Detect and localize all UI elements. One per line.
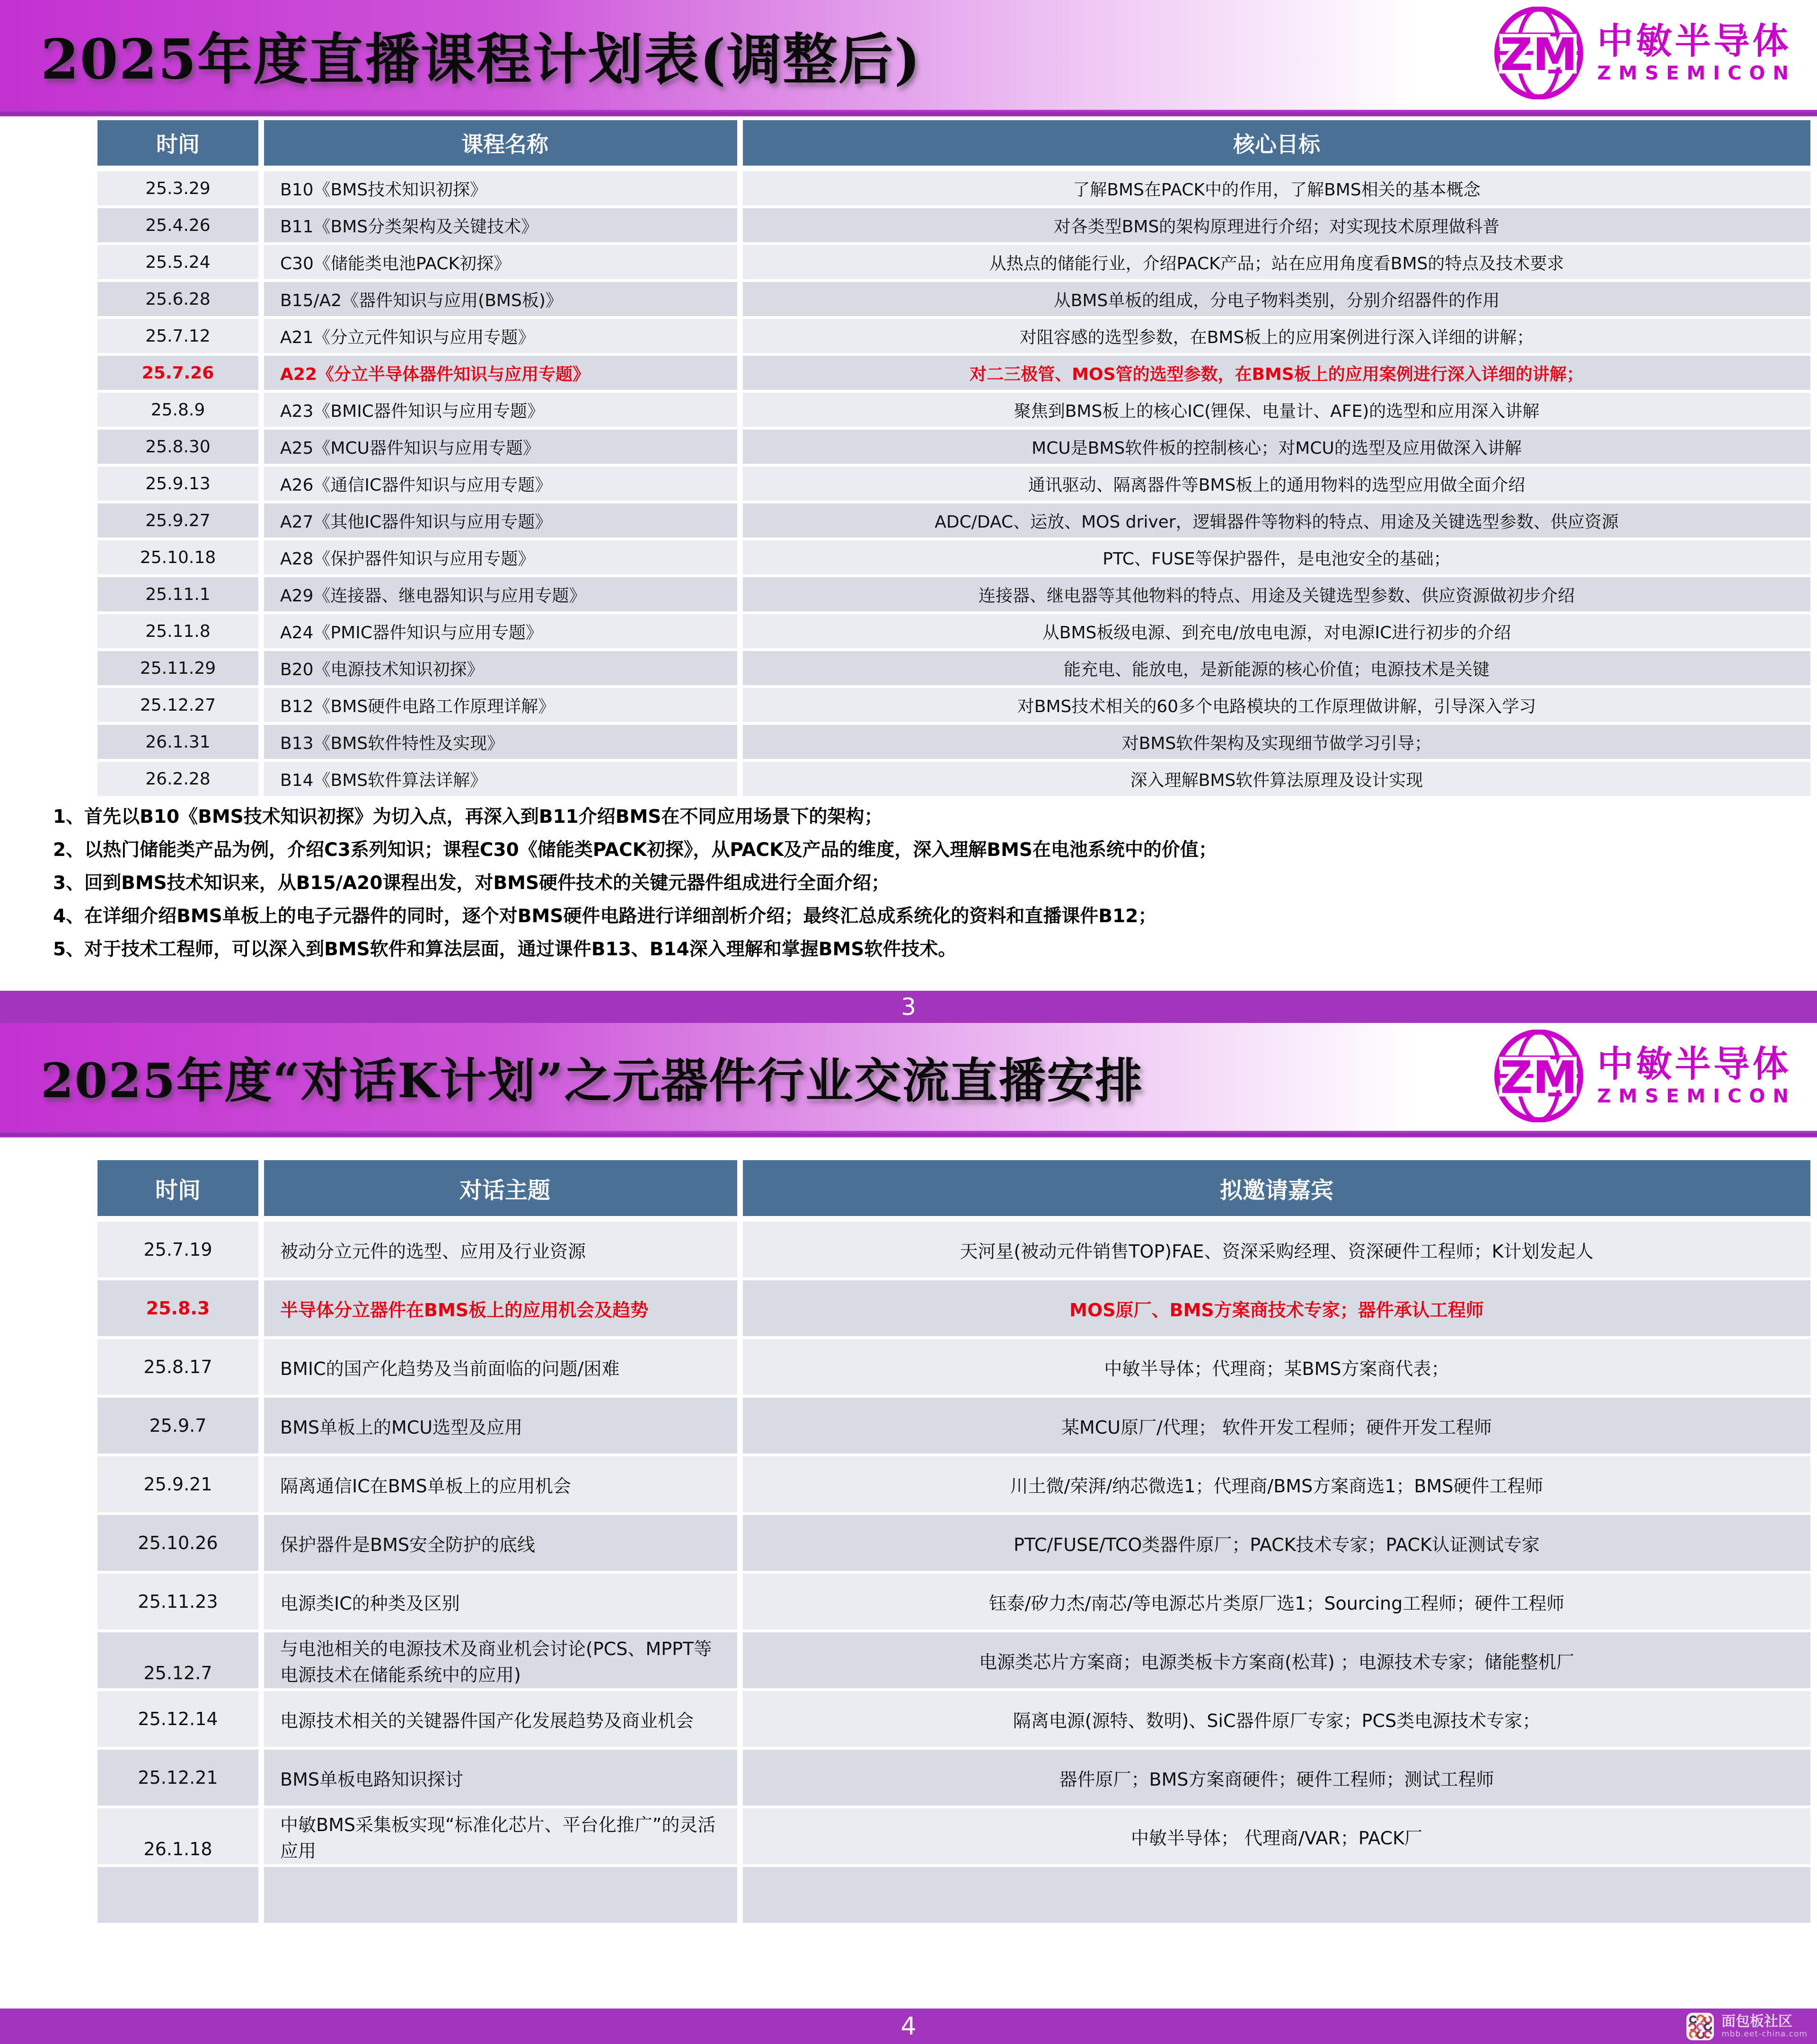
invited-guests-cell: 隔离电源(源特、数明)、SiC器件原厂专家；PCS类电源技术专家； [743,1691,1810,1747]
slide1-body [0,116,1817,991]
table-row [97,356,1810,390]
table-row [97,282,1810,316]
slide1-title: 2025年度直播课程计划表(调整后) [41,27,921,92]
note-line: 3、回到BMS技术知识来，从B15/A20课程出发，对BMS硬件技术的关键元器件组成进行全面介绍； [53,872,890,894]
slide1-page-number: 3 [901,993,916,1021]
table-row [97,540,1810,574]
dialog-plan-table [97,1160,1810,1923]
date-cell: 25.4.26 [97,208,258,242]
core-goal-cell: 连接器、继电器等其他物料的特点、用途及关键选型参数、供应资源做初步介绍 [743,577,1810,611]
table-row [97,614,1810,648]
slide1-page-bar [0,991,1817,1023]
dialog-topic-cell: BMS单板上的MCU选型及应用 [264,1398,737,1454]
table-row [97,1280,1810,1336]
core-goal-cell: 从BMS板级电源、到充电/放电电源，对电源IC进行初步的介绍 [743,614,1810,648]
date-cell: 25.9.13 [97,467,258,501]
course-name-cell: B14《BMS软件算法详解》 [264,762,737,796]
date-cell: 25.12.7 [97,1632,258,1688]
course-name-cell: A23《BMIC器件知识与应用专题》 [264,393,737,427]
note-line: 1、首先以B10《BMS技术知识初探》为切入点，再深入到B11介绍BMS在不同应用场景下的架构； [53,806,883,828]
invited-guests-cell: 电源类芯片方案商；电源类板卡方案商(松茸) ；电源技术专家；储能整机厂 [743,1632,1810,1688]
date-cell: 25.11.29 [97,651,258,685]
dialog-topic-cell: 被动分立元件的选型、应用及行业资源 [264,1222,737,1278]
core-goal-cell: 对二三极管、MOS管的选型参数，在BMS板上的应用案例进行深入详细的讲解； [743,356,1810,390]
slide2-body [0,1137,1817,2009]
core-goal-cell: 聚焦到BMS板上的核心IC(锂保、电量计、AFE)的选型和应用深入讲解 [743,393,1810,427]
core-goal-cell: 对BMS软件架构及实现细节做学习引导； [743,725,1810,759]
table-row [97,1515,1810,1571]
table-row [97,208,1810,242]
dialog-topic-cell: 半导体分立器件在BMS板上的应用机会及趋势 [264,1280,737,1336]
date-cell: 25.9.21 [97,1456,258,1512]
invited-guests-cell: 川土微/荣湃/纳芯微选1；代理商/BMS方案商选1；BMS硬件工程师 [743,1456,1810,1512]
course-schedule-table [97,120,1810,796]
note-line: 2、以热门储能类产品为例，介绍C3系列知识；课程C30《储能类PACK初探》，从PACK及产品的维度，深入理解BMS在电池系统中的价值； [53,839,1217,861]
table-row [97,393,1810,427]
dialog-topic-cell: BMIC的国产化趋势及当前面临的问题/困难 [264,1339,737,1395]
invited-guests-cell: 中敏半导体；代理商；某BMS方案商代表； [743,1339,1810,1395]
core-goal-cell: 从BMS单板的组成，分电子物料类别，分别介绍器件的作用 [743,282,1810,316]
banner-divider [0,110,1817,116]
date-cell: 25.11.8 [97,614,258,648]
dialog-topic-cell: 与电池相关的电源技术及商业机会讨论(PCS、MPPT等电源技术在储能系统中的应用) [264,1632,737,1688]
date-cell: 25.9.27 [97,503,258,537]
table-row [97,1691,1810,1747]
invited-guests-cell: PTC/FUSE/TCO类器件原厂；PACK技术专家；PACK认证测试专家 [743,1515,1810,1571]
column-header: 课程名称 [264,120,737,166]
date-cell: 25.7.19 [97,1222,258,1278]
date-cell: 26.1.31 [97,725,258,759]
table-row [97,319,1810,353]
brand-name-en: ZMSEMICON [1597,62,1796,84]
core-goal-cell: 通讯驱动、隔离器件等BMS板上的通用物料的选型应用做全面介绍 [743,467,1810,501]
table-header-row [97,1160,1810,1216]
date-cell: 25.10.26 [97,1515,258,1571]
core-goal-cell: ADC/DAC、运放、MOS driver，逻辑器件等物料的特点、用途及关键选型参数、供应资源 [743,503,1810,537]
dialog-topic-cell: 中敏BMS采集板实现“标准化芯片、平台化推广”的灵活应用 [264,1808,737,1864]
table-row [97,1632,1810,1688]
invited-guests-cell: 某MCU原厂/代理； 软件开发工程师；硬件开发工程师 [743,1398,1810,1454]
course-name-cell: B15/A2《器件知识与应用(BMS板)》 [264,282,737,316]
table-row [97,1456,1810,1512]
brand-name-en: ZMSEMICON [1597,1085,1796,1107]
course-name-cell: A28《保护器件知识与应用专题》 [264,540,737,574]
course-name-cell: A21《分立元件知识与应用专题》 [264,319,737,353]
table-row [97,762,1810,796]
core-goal-cell: 从热点的储能行业，介绍PACK产品；站在应用角度看BMS的特点及技术要求 [743,245,1810,279]
dialog-topic-cell: 保护器件是BMS安全防护的底线 [264,1515,737,1571]
course-name-cell: B11《BMS分类架构及关键技术》 [264,208,737,242]
banner-divider-2 [0,1131,1817,1137]
slide2-title: 2025年度“对话K计划”之元器件行业交流直播安排 [41,1053,1144,1109]
watermark-url: mbb.eet-china.com [1721,2029,1808,2039]
column-header: 时间 [97,1160,258,1216]
column-header: 拟邀请嘉宾 [743,1160,1810,1216]
dialog-topic-cell: 隔离通信IC在BMS单板上的应用机会 [264,1456,737,1512]
invited-guests-cell [743,1867,1810,1923]
date-cell: 25.12.27 [97,688,258,722]
course-name-cell: B12《BMS硬件电路工作原理详解》 [264,688,737,722]
table-row [97,651,1810,685]
core-goal-cell: 对BMS技术相关的60多个电路模块的工作原理做讲解，引导深入学习 [743,688,1810,722]
watermark [1685,2012,1808,2041]
note-line: 5、对于技术工程师，可以深入到BMS软件和算法层面，通过课件B13、B14深入理解和掌握BMS软件技术。 [53,939,957,960]
course-name-cell: B13《BMS软件特性及实现》 [264,725,737,759]
note-line: 4、在详细介绍BMS单板上的电子元器件的同时，逐个对BMS硬件电路进行详细剖析介绍；最终汇总成系统化的资料和直播课件B12； [53,906,1157,927]
dialog-topic-cell [264,1867,737,1923]
date-cell: 25.10.18 [97,540,258,574]
column-header: 时间 [97,120,258,166]
date-cell: 25.11.1 [97,577,258,611]
table-row [97,171,1810,205]
table-row [97,1750,1810,1806]
table-row [97,577,1810,611]
dialog-topic-cell: 电源技术相关的关键器件国产化发展趋势及商业机会 [264,1691,737,1747]
table-row [97,1222,1810,1278]
date-cell: 25.12.14 [97,1691,258,1747]
course-name-cell: B20《电源技术知识初探》 [264,651,737,685]
date-cell: 25.3.29 [97,171,258,205]
invited-guests-cell: 钰泰/矽力杰/南芯/等电源芯片类原厂选1；Sourcing工程师；硬件工程师 [743,1574,1810,1630]
table-row [97,1574,1810,1630]
course-name-cell: A22《分立半导体器件知识与应用专题》 [264,356,737,390]
dialog-topic-cell: 电源类IC的种类及区别 [264,1574,737,1630]
core-goal-cell: 能充电、能放电，是新能源的核心价值；电源技术是关键 [743,651,1810,685]
globe-zm-icon [1492,7,1585,99]
course-plan-notes [53,806,1789,960]
table-row [97,503,1810,537]
date-cell: 25.6.28 [97,282,258,316]
table-row [97,725,1810,759]
date-cell: 25.8.17 [97,1339,258,1395]
svg-text:ZM: ZM [1500,1051,1577,1104]
slide2-banner [0,1023,1817,1131]
brand-logo [1492,7,1796,99]
core-goal-cell: MCU是BMS软件板的控制核心；对MCU的选型及应用做深入讲解 [743,430,1810,464]
date-cell: 25.8.3 [97,1280,258,1336]
date-cell: 26.2.28 [97,762,258,796]
slide2-page-bar [0,2009,1817,2044]
table-row [97,245,1810,279]
invited-guests-cell: MOS原厂、BMS方案商技术专家；器件承认工程师 [743,1280,1810,1336]
core-goal-cell: PTC、FUSE等保护器件，是电池安全的基础； [743,540,1810,574]
core-goal-cell: 对各类型BMS的架构原理进行介绍；对实现技术原理做科普 [743,208,1810,242]
slide2-page-number: 4 [900,2012,917,2041]
brand-logo-2 [1492,1030,1796,1122]
course-name-cell: A29《连接器、继电器知识与应用专题》 [264,577,737,611]
brand-name-cn: 中敏半导体 [1597,1043,1791,1085]
svg-text:ZM: ZM [1500,28,1577,81]
date-cell: 25.12.21 [97,1750,258,1806]
date-cell: 25.7.26 [97,356,258,390]
invited-guests-cell: 天河星(被动元件销售TOP)FAE、资深采购经理、资深硬件工程师；K计划发起人 [743,1222,1810,1278]
course-name-cell: A25《MCU器件知识与应用专题》 [264,430,737,464]
core-goal-cell: 对阻容感的选型参数，在BMS板上的应用案例进行深入详细的讲解； [743,319,1810,353]
date-cell [97,1867,258,1923]
course-name-cell: C30《储能类电池PACK初探》 [264,245,737,279]
course-name-cell: A27《其他IC器件知识与应用专题》 [264,503,737,537]
table-row [97,1398,1810,1454]
date-cell: 25.5.24 [97,245,258,279]
dialog-topic-cell: BMS单板电路知识探讨 [264,1750,737,1806]
watermark-name: 面包板社区 [1721,2013,1792,2030]
brand-logo-text [1597,20,1796,84]
table-row [97,1339,1810,1395]
invited-guests-cell: 中敏半导体； 代理商/VAR；PACK厂 [743,1808,1810,1864]
date-cell: 25.8.9 [97,393,258,427]
course-name-cell: A26《通信IC器件知识与应用专题》 [264,467,737,501]
date-cell: 25.11.23 [97,1574,258,1630]
date-cell: 25.9.7 [97,1398,258,1454]
table-row [97,1808,1810,1864]
slide1-banner [0,0,1817,110]
date-cell: 25.7.12 [97,319,258,353]
course-name-cell: B10《BMS技术知识初探》 [264,171,737,205]
core-goal-cell: 深入理解BMS软件算法原理及设计实现 [743,762,1810,796]
table-row [97,1867,1810,1923]
column-header: 对话主题 [264,1160,737,1216]
mianbaoban-icon [1685,2012,1715,2041]
table-row [97,467,1810,501]
date-cell: 26.1.18 [97,1808,258,1864]
date-cell: 25.8.30 [97,430,258,464]
table-row [97,688,1810,722]
brand-logo-text-2 [1597,1043,1796,1107]
watermark-text [1721,2014,1808,2039]
column-header: 核心目标 [743,120,1810,166]
course-name-cell: A24《PMIC器件知识与应用专题》 [264,614,737,648]
table-header-row [97,120,1810,166]
globe-zm-icon [1492,1030,1585,1122]
core-goal-cell: 了解BMS在PACK中的作用，了解BMS相关的基本概念 [743,171,1810,205]
invited-guests-cell: 器件原厂；BMS方案商硬件；硬件工程师；测试工程师 [743,1750,1810,1806]
brand-name-cn: 中敏半导体 [1597,20,1791,62]
table-row [97,430,1810,464]
